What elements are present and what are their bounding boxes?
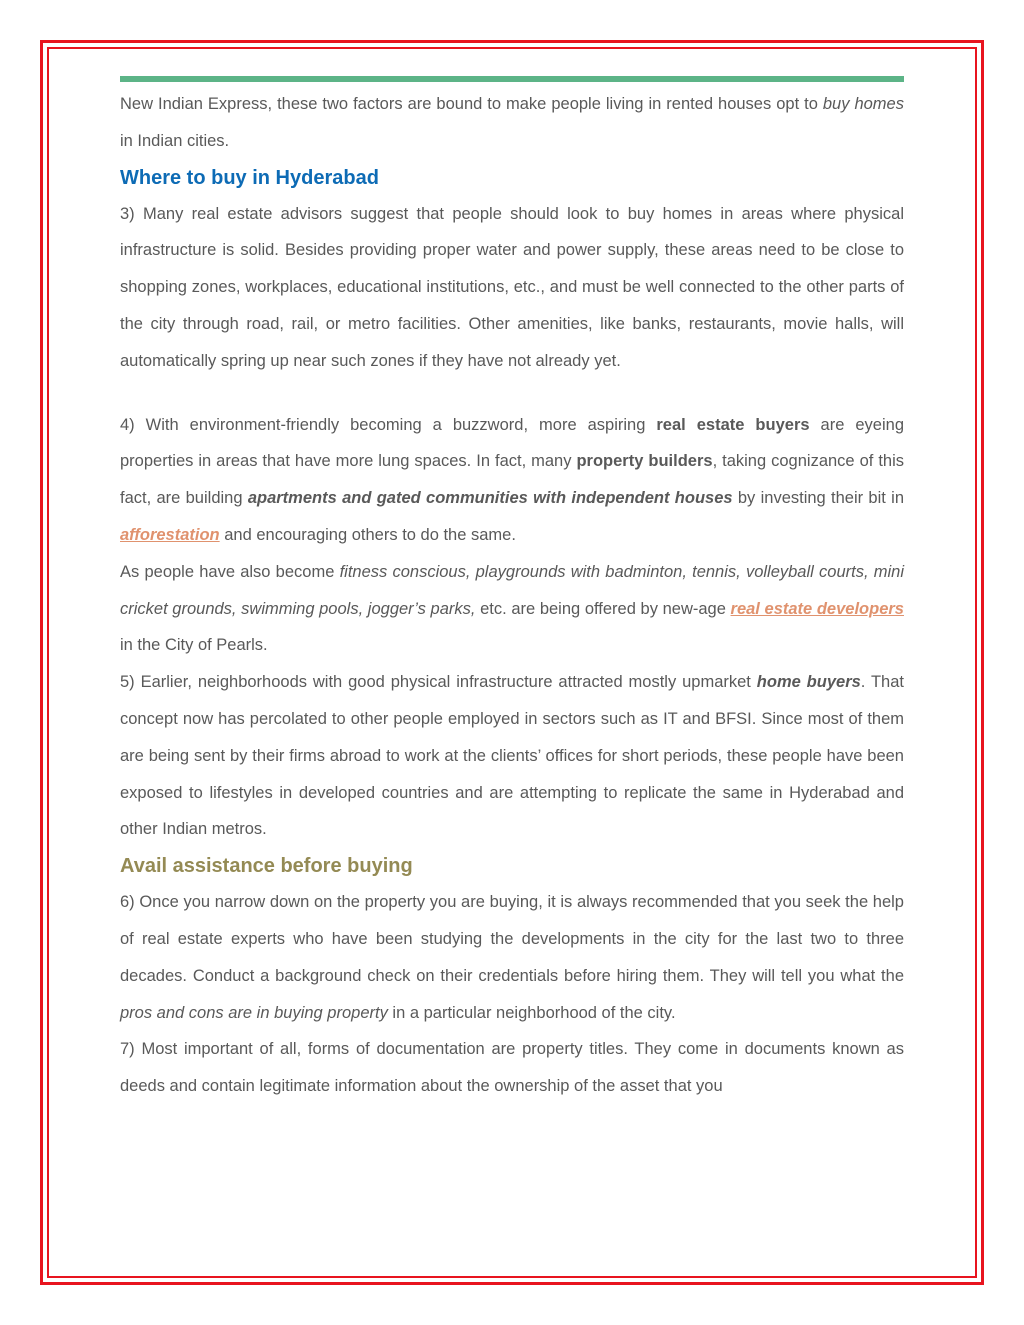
emphasis-buy-homes: buy homes <box>822 95 904 113</box>
article-body <box>120 86 904 1105</box>
paragraph-spacer <box>120 380 904 407</box>
emphasis-fitness: fitness conscious, playgrounds with badminton, tennis, volleyball courts, mini cricket grounds, swimming pools, jogger’s parks, <box>120 562 904 618</box>
bold-property-builders: property builders <box>576 452 713 471</box>
heading-avail-assistance: Avail assistance before buying <box>120 855 413 878</box>
paragraph-5: 5) Earlier, neighborhoods with good physical infrastructure attracted mostly upmarket home buyers. That concept now has percolated to other people employed in sectors such as IT and BFSI. Since most of them are being sent by their firms abroad to work at the clients’ offices for short periods, these people have been exposed to lifestyles in developed countries and are attempting to replicate the same in Hyderabad and other Indian metros. <box>120 673 904 839</box>
bold-italic-apartments: apartments and gated communities with independent houses <box>247 489 733 508</box>
paragraph-7: 7) Most important of all, forms of documentation are property titles. They come in documents known as deeds and contain legitimate information about the ownership of the asset that you <box>120 1040 904 1096</box>
bold-italic-home-buyers: home buyers <box>756 673 861 692</box>
link-real-estate-developers[interactable]: real estate developers <box>730 599 904 618</box>
emphasis-pros-cons: pros and cons are in buying property <box>120 1003 388 1022</box>
paragraph-3: 3) Many real estate advisors suggest that people should look to buy homes in areas where physical infrastructure is solid. Besides providing proper water and power supply, these areas need to be close to shopping zones, workplaces, educational institutions, etc., and must be well connected to the other parts of the city through road, rail, or metro facilities. Other amenities, like banks, restaurants, movie halls, will automatically spring up near such zones if they have not already yet. <box>120 204 904 370</box>
link-afforestation[interactable]: afforestation <box>120 525 220 544</box>
paragraph-intro: New Indian Express, these two factors are bound to make people living in rented houses opt to buy homes in Indian cities. <box>120 95 904 150</box>
paragraph-fitness: As people have also become fitness conscious, playgrounds with badminton, tennis, volleyball courts, mini cricket grounds, swimming pools, jogger’s parks, etc. are being offered by new-age real estate developers in the City of Pearls. <box>120 562 904 655</box>
paragraph-4: 4) With environment-friendly becoming a buzzword, more aspiring real estate buyers are eyeing properties in areas that have more lung spaces. In fact, many property builders, taking cognizance of this fact, are building apartments and gated communities with independent houses by investing their bit in afforestation and encouraging others to do the same. <box>120 415 904 544</box>
paragraph-6: 6) Once you narrow down on the property you are buying, it is always recommended that you seek the help of real estate experts who have been studying the developments in the city for the last two to three decades. Conduct a background check on their credentials before hiring them. They will tell you what the pros and cons are in buying property in a particular neighborhood of the city. <box>120 893 904 1022</box>
header-rule <box>120 76 904 82</box>
bold-real-estate-buyers: real estate buyers <box>656 415 810 434</box>
heading-where-to-buy: Where to buy in Hyderabad <box>120 166 379 189</box>
